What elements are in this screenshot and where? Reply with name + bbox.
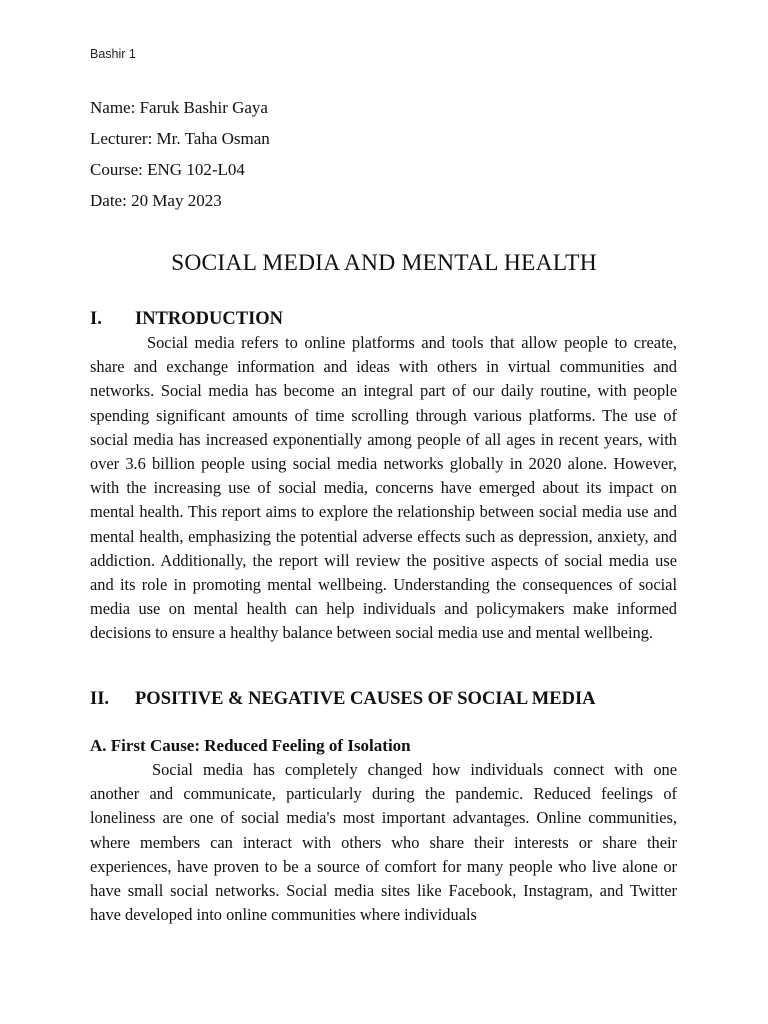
subsection-heading-first-cause: A. First Cause: Reduced Feeling of Isolation <box>90 736 411 755</box>
submission-date: Date: 20 May 2023 <box>90 191 222 210</box>
document-title: SOCIAL MEDIA AND MENTAL HEALTH <box>171 250 597 276</box>
section-heading-causes <box>90 689 596 710</box>
lecturer-name: Lecturer: Mr. Taha Osman <box>90 129 270 148</box>
introduction-paragraph: Social media refers to online platforms and tools that allow people to create, share and exchange information and ideas with others in virtual communities and networks. Social media has become an integral part of our daily routine, with people spending significant amounts of time scrolling through various platforms. The use of social media has increased exponentially among people of all ages in recent years, with over 3.6 billion people using social media networks globally in 2020 alone. However, with the increasing use of social media, concerns have emerged about its impact on mental health. This report aims to explore the relationship between social media use and mental health, emphasizing the potential adverse effects such as depression, anxiety, and addiction. Additionally, the report will review the positive aspects of social media use and its role in promoting mental wellbeing. Understanding the consequences of social media use on mental health can help individuals and policymakers make informed decisions to ensure a healthy balance between social media use and mental wellbeing. <box>90 333 677 643</box>
section-number: I. <box>90 309 102 329</box>
section-heading-introduction <box>90 309 283 330</box>
section-title: POSITIVE & NEGATIVE CAUSES OF SOCIAL MEDIA <box>135 689 596 709</box>
running-head: Bashir 1 <box>90 47 136 61</box>
student-info-block <box>90 92 270 216</box>
course-code: Course: ENG 102-L04 <box>90 160 245 179</box>
student-name: Name: Faruk Bashir Gaya <box>90 98 268 117</box>
section-number: II. <box>90 689 110 709</box>
section-title: INTRODUCTION <box>135 309 284 329</box>
first-cause-paragraph: Social media has completely changed how individuals connect with one another and communicate, particularly during the pandemic. Reduced feelings of loneliness are one of social media's most important advantages. Online communities, where members can interact with others who share their interests or share their experiences, have proven to be a source of comfort for many people who live alone or have small social networks. Social media sites like Facebook, Instagram, and Twitter have developed into online communities where individuals <box>90 760 677 925</box>
